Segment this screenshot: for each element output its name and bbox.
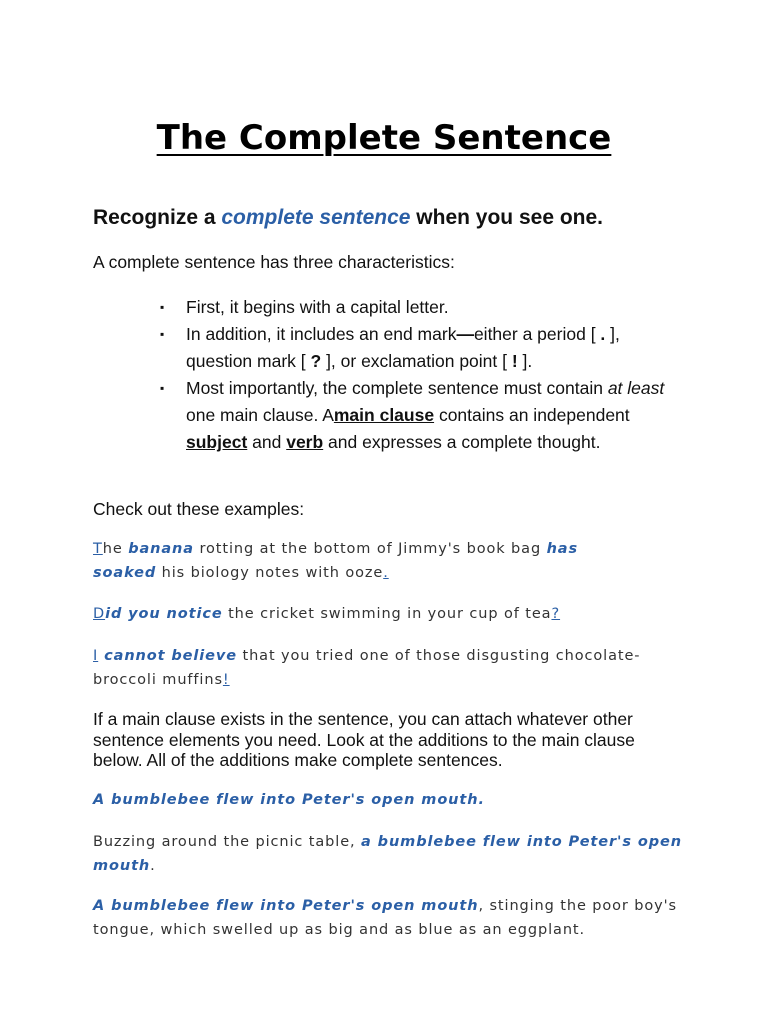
example-text: his biology notes with ooze [156,564,384,581]
bullet-3-text-e: and expresses a complete thought. [323,432,601,452]
heading-highlight: complete sentence [221,206,411,229]
heading-post: when you see one. [410,206,604,229]
list-item [93,294,668,321]
heading-pre: Recognize a [93,206,222,229]
bullet-2-text-c: ], [605,324,620,344]
bullet-2-text-b: either a period [ [473,324,601,344]
at-least-emphasis: at least [607,378,665,398]
bullet-2-text-e: ], or exclamation point [ [321,351,512,371]
bullet-3-text-c: contains an independent [434,405,630,425]
bullet-2-text-f: ]. [517,351,533,371]
bullet-1-text: First, it begins with a capital letter. [186,297,449,317]
capital-letter-mark: T [93,541,103,557]
verb-highlight: id you notice [105,606,223,622]
em-dash: — [456,324,474,344]
example-text: that you tried one of those disgusting chocolate-broccoli muffins [93,648,641,688]
bullet-3-text-b: one main clause. A [186,405,334,425]
list-item [93,375,668,456]
exclamation-mark: ! [511,351,518,371]
example-text: , stinging the poor boy's tongue, which swelled up as big and as blue as an eggplant. [93,898,677,938]
check-text: Check out these examples: [93,499,305,519]
main-clause-term: main clause [333,405,435,425]
bullet-icon: ▪ [160,327,165,341]
subject-term: subject [186,432,248,452]
example-2 [93,603,683,627]
main-clause-paragraph: If a main clause exists in the sentence, you can attach whatever other sentence elements you need. Look at the additions to the main clause below. All of the additions make complete sentences. [93,709,635,770]
list-item [93,321,668,375]
section-heading [93,206,603,230]
addition-1 [93,789,683,813]
example-text: he [102,541,129,557]
bullet-2-text: In addition, it includes an end mark [186,324,457,344]
example-text: . [150,857,156,874]
verb-term: verb [286,432,324,452]
main-clause-highlight: a bumblebee flew into Peter's open mouth [93,834,682,874]
main-clause-highlight: A bumblebee flew into Peter's open mouth. [93,792,485,808]
bullet-icon: ▪ [160,300,165,314]
verb-highlight: cannot believe [98,648,237,664]
addition-2 [93,831,683,878]
capital-letter-mark: D [93,606,106,622]
verb-highlight: soaked [93,564,157,581]
end-mark: ? [551,606,561,622]
subject-highlight: banana [128,541,194,557]
end-mark: . [383,564,389,581]
end-mark: ! [222,671,230,688]
question-mark: ? [310,351,322,371]
bullet-icon: ▪ [160,381,165,395]
bullet-2-text-d: question mark [ [186,351,311,371]
example-text: the cricket swimming in your cup of tea [222,606,552,622]
example-1 [93,538,683,585]
bullet-3-text-d: and [247,432,287,452]
verb-highlight: has [546,541,579,557]
capital-letter-mark: I [93,648,99,664]
intro-text: A complete sentence has three characteristics: [93,252,455,272]
page-title: The Complete Sentence [156,118,612,158]
period-mark: . [600,324,606,344]
addition-3 [93,895,683,942]
example-text: rotting at the bottom of Jimmy's book bag [193,541,547,557]
example-3 [93,645,683,692]
example-text: Buzzing around the picnic table, [93,834,362,850]
main-clause-highlight: A bumblebee flew into Peter's open mouth [93,898,479,914]
characteristics-list [93,294,668,456]
bullet-3-text: Most importantly, the complete sentence must contain [186,378,608,398]
